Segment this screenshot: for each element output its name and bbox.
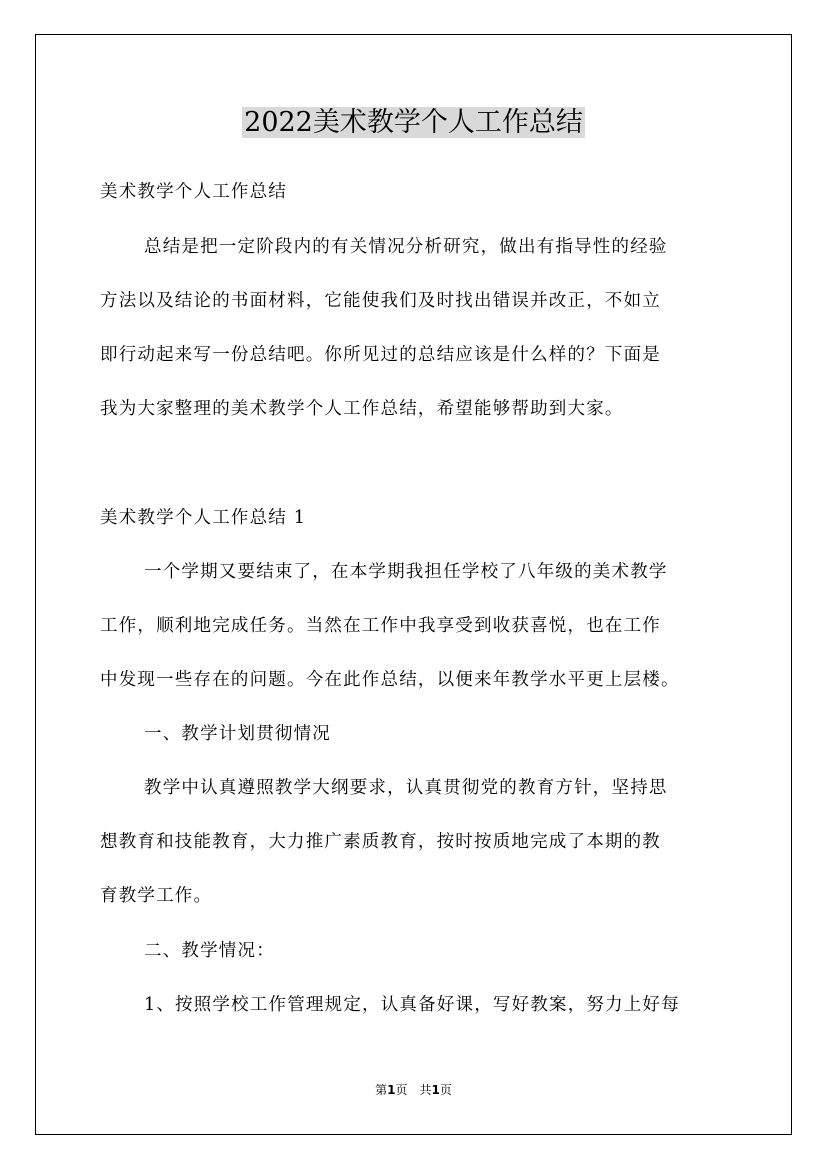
paragraph-line: 中发现一些存在的问题。今在此作总结，以便来年教学水平更上层楼。: [100, 670, 680, 690]
footer-current-page: 1: [387, 1083, 396, 1097]
subsection-heading: 一、教学计划贯彻情况: [144, 724, 331, 744]
paragraph-line: 方法以及结论的书面材料，它能使我们及时找出错误并改正，不如立: [100, 291, 661, 311]
footer-prefix: 第: [375, 1083, 388, 1097]
paragraph-line: 想教育和技能教育，大力推广素质教育，按时按质地完成了本期的教: [100, 832, 661, 852]
paragraph-line: 1、按照学校工作管理规定，认真备好课，写好教案，努力上好每: [144, 995, 680, 1015]
footer-total-pages: 1: [431, 1083, 440, 1097]
paragraph-line: 育教学工作。: [100, 886, 213, 906]
paragraph-line: 工作，顺利地完成任务。当然在工作中我享受到收获喜悦，也在工作: [100, 616, 661, 636]
paragraph-line: 总结是把一定阶段内的有关情况分析研究，做出有指导性的经验: [144, 237, 668, 257]
document-title-text: 2022美术教学个人工作总结: [244, 107, 583, 138]
paragraph-line: 教学中认真遵照教学大纲要求，认真贯彻党的教育方针，坚持思: [144, 778, 668, 798]
section-heading: 美术教学个人工作总结 1: [100, 508, 307, 528]
subsection-heading: 二、教学情况：: [144, 941, 275, 961]
section-heading: 美术教学个人工作总结: [100, 182, 287, 202]
footer-mid: 页 共: [395, 1083, 432, 1097]
document-title: [0, 100, 827, 146]
paragraph-line: 即行动起来写一份总结吧。你所见过的总结应该是什么样的？下面是: [100, 345, 661, 365]
footer-suffix: 页: [439, 1083, 452, 1097]
paragraph-line: 一个学期又要结束了，在本学期我担任学校了八年级的美术教学: [144, 562, 668, 582]
paragraph-line: 我为大家整理的美术教学个人工作总结，希望能够帮助到大家。: [100, 399, 624, 419]
page-footer: [0, 1082, 827, 1098]
